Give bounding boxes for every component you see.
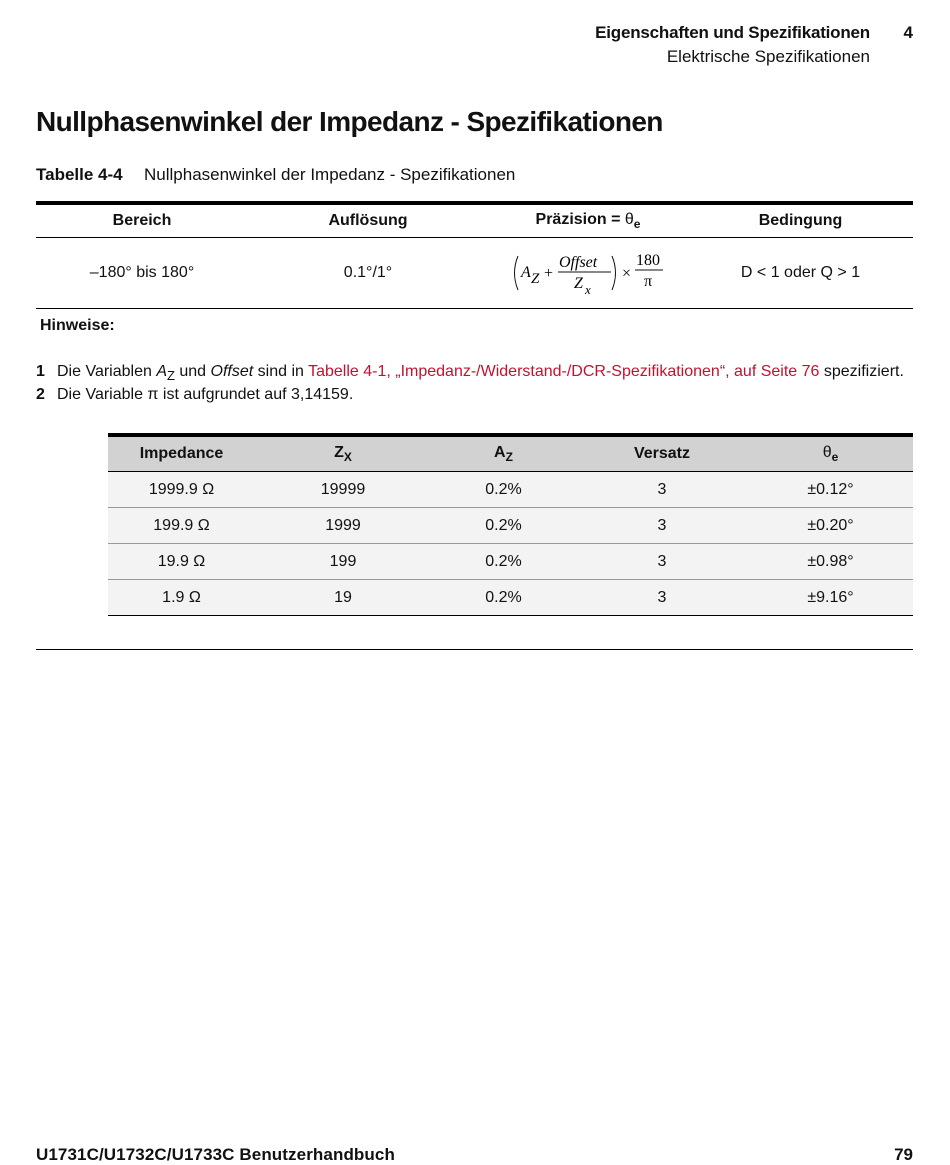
formula-180: 180 bbox=[636, 252, 660, 269]
spec-table bbox=[36, 201, 913, 309]
chapter-number: 4 bbox=[903, 23, 913, 42]
formula-numerator: Offset bbox=[559, 254, 598, 271]
note-1-text-d: spezifiziert. bbox=[819, 363, 904, 380]
page-title: Nullphasenwinkel der Impedanz - Spezifikationen bbox=[36, 106, 663, 137]
spec-header-resolution: Auflösung bbox=[248, 203, 488, 238]
cell-theta: ±0.12° bbox=[748, 472, 913, 508]
formula-close-paren bbox=[612, 256, 616, 290]
cell-impedance: 1.9 Ω bbox=[108, 580, 255, 616]
spec-cell-range: –180° bis 180° bbox=[36, 238, 248, 309]
formula-denominator-sub: x bbox=[585, 282, 591, 297]
running-header bbox=[595, 22, 870, 68]
table-row bbox=[108, 544, 913, 580]
table-row bbox=[108, 580, 913, 616]
header-az-sub: Z bbox=[505, 450, 513, 465]
table-caption-text: Nullphasenwinkel der Impedanz - Spezifikationen bbox=[144, 165, 516, 184]
note-2-number: 2 bbox=[36, 386, 45, 403]
precision-formula bbox=[508, 248, 668, 298]
header-offset: Versatz bbox=[576, 435, 748, 472]
cell-theta: ±0.20° bbox=[748, 508, 913, 544]
formula-denominator: Z bbox=[574, 275, 583, 292]
header-impedance: Impedance bbox=[108, 435, 255, 472]
spec-cell-condition: D < 1 oder Q > 1 bbox=[688, 238, 913, 309]
formula-a: A bbox=[521, 264, 531, 281]
spec-header-range: Bereich bbox=[36, 203, 248, 238]
table-caption bbox=[36, 163, 515, 187]
spec-header-condition: Bedingung bbox=[688, 203, 913, 238]
header-zx bbox=[255, 435, 431, 472]
notes-heading: Hinweise: bbox=[40, 317, 115, 334]
cell-az: 0.2% bbox=[431, 508, 576, 544]
formula-times: × bbox=[622, 265, 632, 282]
header-az bbox=[431, 435, 576, 472]
cell-zx: 1999 bbox=[255, 508, 431, 544]
header-theta-label: θ bbox=[822, 443, 832, 461]
spec-header-precision-label: Präzision = bbox=[535, 210, 625, 228]
theta-subscript: e bbox=[633, 217, 641, 232]
spec-header-precision bbox=[488, 203, 688, 238]
cell-impedance: 1999.9 Ω bbox=[108, 472, 255, 508]
formula-a-sub: Z bbox=[531, 271, 540, 287]
cell-zx: 19 bbox=[255, 580, 431, 616]
header-az-label: A bbox=[494, 443, 506, 461]
cell-az: 0.2% bbox=[431, 544, 576, 580]
cell-offset: 3 bbox=[576, 472, 748, 508]
formula-open-paren bbox=[515, 256, 519, 290]
cell-theta: ±0.98° bbox=[748, 544, 913, 580]
note-1-az: A bbox=[156, 363, 167, 380]
note-1-text-c: sind in bbox=[253, 363, 309, 380]
table-caption-number: Tabelle 4-4 bbox=[36, 165, 123, 184]
impedance-table-header-row bbox=[108, 435, 913, 472]
spec-table-header-row bbox=[36, 203, 913, 238]
cell-zx: 19999 bbox=[255, 472, 431, 508]
cell-theta: ±9.16° bbox=[748, 580, 913, 616]
footer-page-number: 79 bbox=[894, 1145, 913, 1164]
cell-zx: 199 bbox=[255, 544, 431, 580]
spec-table-row bbox=[36, 238, 913, 309]
theta-symbol: θ bbox=[624, 210, 634, 228]
cell-az: 0.2% bbox=[431, 580, 576, 616]
note-1-az-sub: Z bbox=[166, 368, 175, 384]
table-row bbox=[108, 508, 913, 544]
running-header-title: Eigenschaften und Spezifikationen bbox=[595, 23, 870, 42]
cell-offset: 3 bbox=[576, 580, 748, 616]
note-1-offset: Offset bbox=[210, 363, 254, 380]
note-1-number: 1 bbox=[36, 363, 45, 380]
table-row bbox=[108, 472, 913, 508]
note-2 bbox=[36, 384, 353, 406]
cell-offset: 3 bbox=[576, 508, 748, 544]
formula-plus: + bbox=[544, 265, 554, 282]
cell-impedance: 199.9 Ω bbox=[108, 508, 255, 544]
header-zx-sub: X bbox=[343, 450, 352, 465]
formula-pi: π bbox=[644, 273, 653, 290]
impedance-table bbox=[108, 433, 913, 616]
header-zx-label: Z bbox=[334, 443, 344, 461]
header-theta-sub: e bbox=[831, 450, 839, 465]
note-2-text: Die Variable π ist aufgrundet auf 3,14159. bbox=[57, 386, 354, 403]
spec-cell-formula bbox=[488, 238, 688, 309]
spec-cell-resolution: 0.1°/1° bbox=[248, 238, 488, 309]
table-4-1-link[interactable]: Tabelle 4-1, „Impedanz-/Widerstand-/DCR-Spezifikationen“, auf Seite 76 bbox=[308, 363, 820, 380]
header-theta bbox=[748, 435, 913, 472]
cell-offset: 3 bbox=[576, 544, 748, 580]
section-end-rule bbox=[36, 649, 913, 650]
cell-az: 0.2% bbox=[431, 472, 576, 508]
note-1-text-b: und bbox=[174, 363, 211, 380]
running-header-subtitle: Elektrische Spezifikationen bbox=[666, 47, 870, 66]
footer-manual-title: U1731C/U1732C/U1733C Benutzerhandbuch bbox=[36, 1145, 395, 1164]
note-1-text-a: Die Variablen bbox=[57, 363, 157, 380]
cell-impedance: 19.9 Ω bbox=[108, 544, 255, 580]
